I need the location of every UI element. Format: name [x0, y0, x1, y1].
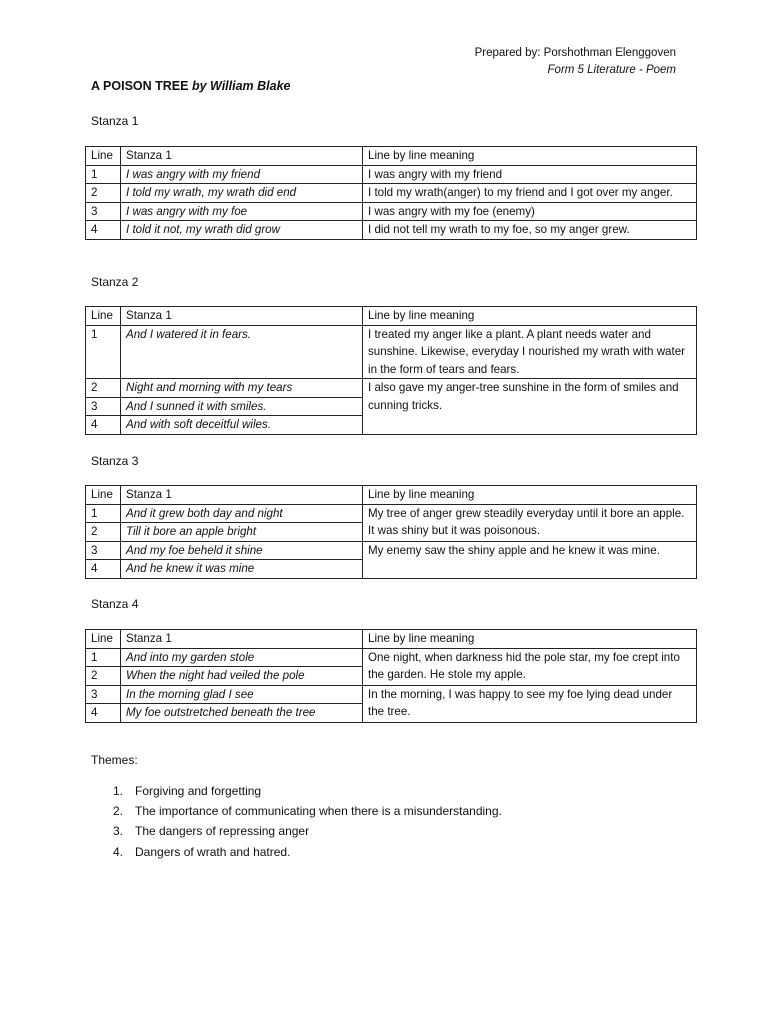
table-row [86, 325, 697, 379]
poem-title: A POISON TREE [91, 79, 189, 93]
line-number: 1 [86, 648, 121, 667]
table-row [86, 184, 697, 203]
header-meaning: Line by line meaning [363, 486, 697, 505]
list-item-text: The importance of communicating when there is a misunderstanding. [135, 804, 502, 819]
table-row [86, 165, 697, 184]
header-line: Line [86, 307, 121, 326]
table-row [86, 504, 697, 523]
course-label: Form 5 Literature - Poem [547, 64, 676, 76]
stanza-1-table [85, 146, 697, 240]
poem-line: I was angry with my foe [121, 202, 363, 221]
page-title [91, 79, 291, 93]
table-header-row [86, 630, 697, 649]
line-number: 4 [86, 416, 121, 435]
table-row [86, 685, 697, 704]
list-item-text: Dangers of wrath and hatred. [135, 844, 291, 859]
line-number: 2 [86, 523, 121, 542]
stanza-2-heading: Stanza 2 [91, 275, 139, 289]
poem-line: In the morning glad I see [121, 685, 363, 704]
line-number: 1 [86, 165, 121, 184]
line-number: 3 [86, 202, 121, 221]
table-row [86, 221, 697, 240]
header-stanza: Stanza 1 [121, 307, 363, 326]
line-meaning: One night, when darkness hid the pole star, my foe crept into the garden. He stole my apple. [363, 648, 697, 685]
table-header-row [86, 147, 697, 166]
themes-heading: Themes: [91, 753, 138, 767]
line-meaning: In the morning, I was happy to see my foe lying dead under the tree. [363, 685, 697, 722]
list-item [91, 824, 502, 844]
line-number: 4 [86, 221, 121, 240]
poem-line: And I watered it in fears. [121, 325, 363, 379]
list-item-number: 3. [113, 824, 124, 839]
poem-line: And my foe beheld it shine [121, 541, 363, 560]
line-meaning: I did not tell my wrath to my foe, so my anger grew. [363, 221, 697, 240]
table-row [86, 648, 697, 667]
table-row [86, 202, 697, 221]
header-meaning: Line by line meaning [363, 147, 697, 166]
line-number: 3 [86, 541, 121, 560]
table-header-row [86, 307, 697, 326]
line-number: 3 [86, 685, 121, 704]
list-item-number: 4. [113, 844, 124, 859]
poem-line: I told it not, my wrath did grow [121, 221, 363, 240]
poem-line: My foe outstretched beneath the tree [121, 704, 363, 723]
list-item-text: Forgiving and forgetting [135, 784, 262, 798]
prepared-by: Prepared by: Porshothman Elenggoven [474, 47, 676, 59]
poem-line: And with soft deceitful wiles. [121, 416, 363, 435]
header-meaning: Line by line meaning [363, 630, 697, 649]
header-stanza: Stanza 1 [121, 486, 363, 505]
stanza-4-table [85, 629, 697, 723]
list-item [91, 784, 502, 804]
list-item-number: 1. [113, 784, 124, 798]
line-meaning: I treated my anger like a plant. A plant needs water and sunshine. Likewise, everyday I nourished my wrath with water in the form of tears and fears. [363, 325, 697, 379]
stanza-3-heading: Stanza 3 [91, 454, 139, 468]
line-meaning: I was angry with my friend [363, 165, 697, 184]
list-item [91, 845, 502, 865]
stanza-2-table [85, 306, 697, 435]
line-meaning: I told my wrath(anger) to my friend and I got over my anger. [363, 184, 697, 203]
poem-line: Night and morning with my tears [121, 379, 363, 398]
stanza-3-table [85, 485, 697, 579]
poem-line: I told my wrath, my wrath did end [121, 184, 363, 203]
line-meaning: I was angry with my foe (enemy) [363, 202, 697, 221]
poem-line: I was angry with my friend [121, 165, 363, 184]
line-number: 4 [86, 704, 121, 723]
line-number: 2 [86, 667, 121, 686]
poem-line: And into my garden stole [121, 648, 363, 667]
line-meaning: I also gave my anger-tree sunshine in the form of smiles and cunning tricks. [363, 379, 697, 435]
poem-line: And I sunned it with smiles. [121, 397, 363, 416]
table-row [86, 379, 697, 398]
line-number: 1 [86, 504, 121, 523]
line-number: 2 [86, 184, 121, 203]
header-stanza: Stanza 1 [121, 147, 363, 166]
header-line: Line [86, 147, 121, 166]
line-number: 4 [86, 560, 121, 579]
header-stanza: Stanza 1 [121, 630, 363, 649]
header-line: Line [86, 486, 121, 505]
table-header-row [86, 486, 697, 505]
stanza-4-heading: Stanza 4 [91, 597, 139, 611]
line-number: 3 [86, 397, 121, 416]
poem-author: by William Blake [191, 79, 291, 93]
poem-line: And he knew it was mine [121, 560, 363, 579]
poem-line: When the night had veiled the pole [121, 667, 363, 686]
header-meaning: Line by line meaning [363, 307, 697, 326]
list-item [91, 804, 502, 824]
poem-line: And it grew both day and night [121, 504, 363, 523]
line-meaning: My tree of anger grew steadily everyday until it bore an apple. It was shiny but it was poisonous. [363, 504, 697, 541]
themes-list [91, 784, 502, 865]
table-row [86, 541, 697, 560]
stanza-1-heading: Stanza 1 [91, 114, 139, 128]
line-number: 2 [86, 379, 121, 398]
list-item-number: 2. [113, 804, 124, 819]
line-meaning: My enemy saw the shiny apple and he knew it was mine. [363, 541, 697, 578]
list-item-text: The dangers of repressing anger [135, 824, 310, 839]
poem-line: Till it bore an apple bright [121, 523, 363, 542]
prepared-by-block [475, 45, 676, 79]
header-line: Line [86, 630, 121, 649]
line-number: 1 [86, 325, 121, 379]
